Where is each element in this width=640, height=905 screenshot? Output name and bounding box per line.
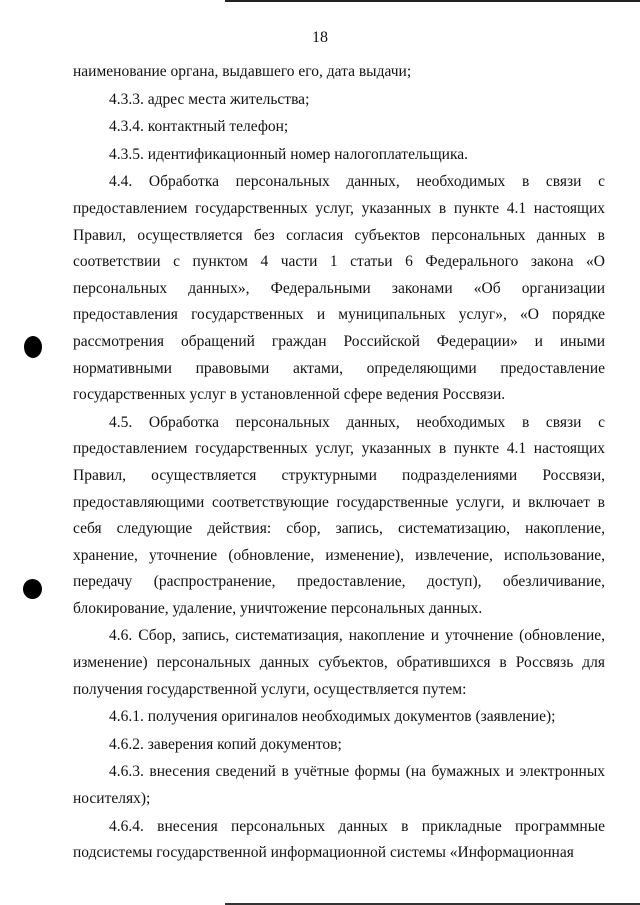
paragraph-4-4: 4.4. Обработка персональных данных, необходимых в связи с предоставлением государственных услуг, указанных в пункте 4.1 настоящих Правил, осуществляется без согласия субъектов персональных данных в соответствии с пунктом 4 части 1 статьи 6 Федерального закона «О персональных данных», Федеральными законами «Об организации предоставления государственных и муниципальных услуг», «О порядке рассмотрения обращений граждан Российской Федерации» и иными нормативными правовыми актами, определяющими предоставление государственных услуг в установленной сфере ведения Россвязи. [73,173,605,404]
page-number: 18 [312,29,328,46]
paragraph-4-6-4: 4.6.4. внесения персональных данных в прикладные программные подсистемы государственной информационной системы «Информационная [73,817,605,862]
paragraph-4-3-5: 4.3.5. идентификационный номер налогоплательщика. [109,145,469,163]
paragraph-4-6-2: 4.6.2. заверения копий документов; [109,735,342,753]
scan-edge-top [225,0,640,2]
scan-artifact [23,579,42,599]
paragraph-4-6: 4.6. Сбор, запись, систематизация, накопление и уточнение (обновление, изменение) персональных данных субъектов, обратившихся в Россвязь для получения государственной услуги, осуществляется путем: [73,627,605,698]
paragraph-4-5: 4.5. Обработка персональных данных, необходимых в связи с предоставлением государственных услуг, указанных в пункте 4.1 настоящих Правил, осуществляется структурными подразделениями Россвязи, предоставляющими соответствующие государственные услуги, и включает в себя следующие действия: сбор, запись, систематизацию, накопление, хранение, уточнение (обновление, изменение), извлечение, использование, передачу (распространение, предоставление, доступ), обезличивание, блокирование, удаление, уничтожение персональных данных. [73,413,605,617]
paragraph-4-6-1: 4.6.1. получения оригиналов необходимых документов (заявление); [109,708,556,726]
paragraph-4-3-3: 4.3.3. адрес места жительства; [109,90,310,108]
paragraph-4-6-3: 4.6.3. внесения сведений в учётные формы (на бумажных и электронных носителях); [73,763,605,808]
document-body [73,59,605,867]
scan-artifact [24,336,42,358]
paragraph-4-3-4: 4.3.4. контактный телефон; [109,118,289,136]
paragraph-continuation: наименование органа, выдавшего его, дата выдачи; [73,63,412,80]
